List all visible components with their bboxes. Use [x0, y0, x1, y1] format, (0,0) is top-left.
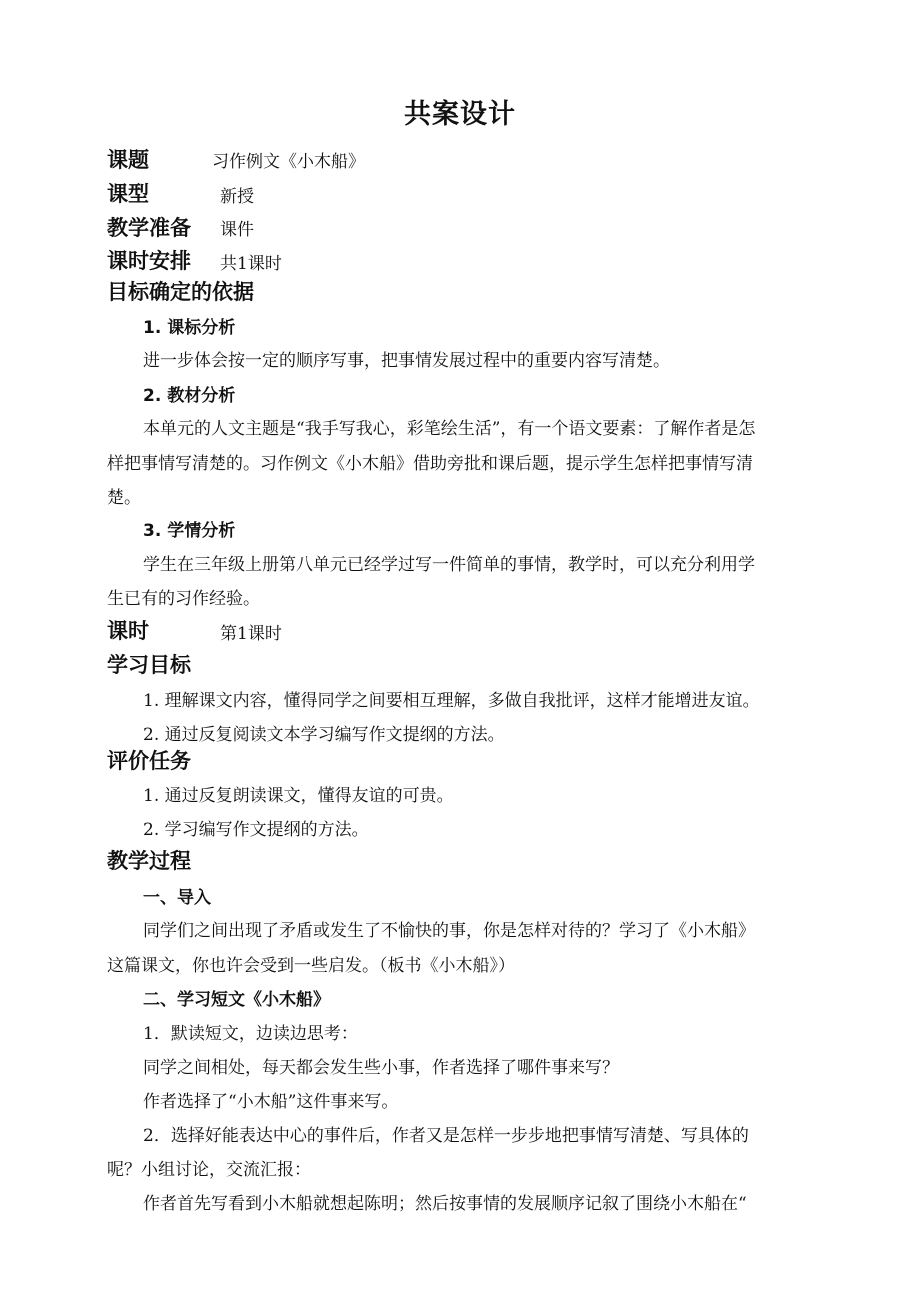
basis-text-3-line-2: 生已有的习作经验。: [107, 589, 260, 609]
basis-text-3-line-1: 学生在三年级上册第八单元已经学过写一件简单的事情，教学时，可以充分利用学: [143, 555, 755, 575]
topic-label: 课题: [107, 148, 149, 172]
basis-subheading-1: 1. 课标分析: [143, 318, 236, 338]
goals-heading: 学习目标: [107, 653, 191, 677]
goal-item-1: 1. 理解课文内容，懂得同学之间要相互理解，多做自我批评，这样才能增进友谊。: [143, 691, 760, 711]
page-title: 共案设计: [404, 99, 516, 130]
schedule-label: 课时安排: [107, 249, 191, 273]
process-step-2-line-3: 作者选择了“小木船”这件事来写。: [143, 1092, 399, 1112]
process-step-2-line-4: 2．选择好能表达中心的事件后，作者又是怎样一步步地把事情写清楚、写具体的: [143, 1126, 749, 1146]
eval-item-2: 2. 学习编写作文提纲的方法。: [143, 820, 369, 840]
process-step-2-line-1: 1．默读短文，边读边思考：: [143, 1024, 358, 1044]
process-step-2-title: 二、学习短文《小木船》: [143, 990, 330, 1010]
process-step-2-line-2: 同学之间相处，每天都会发生些小事，作者选择了哪件事来写？: [143, 1058, 619, 1078]
type-label: 课型: [107, 182, 149, 206]
prep-label: 教学准备: [107, 216, 191, 240]
process-heading: 教学过程: [107, 849, 191, 873]
schedule-value: 共1课时: [220, 254, 282, 274]
basis-text-1: 进一步体会按一定的顺序写事，把事情发展过程中的重要内容写清楚。: [143, 351, 670, 371]
basis-text-2-line-2: 样把事情写清楚的。习作例文《小木船》借助旁批和课后题，提示学生怎样把事情写清: [107, 454, 753, 474]
lesson-label: 课时: [107, 619, 149, 643]
topic-value: 习作例文《小木船》: [212, 152, 365, 172]
prep-value: 课件: [220, 220, 254, 240]
process-step-1-line-2: 这篇课文，你也许会受到一些启发。（板书《小木船》）: [107, 956, 515, 976]
basis-text-2-line-3: 楚。: [107, 488, 141, 508]
lesson-value: 第1课时: [220, 624, 282, 644]
process-step-2-line-5: 呢？小组讨论，交流汇报：: [107, 1160, 311, 1180]
eval-heading: 评价任务: [107, 749, 191, 773]
basis-heading: 目标确定的依据: [107, 280, 254, 304]
process-step-1-line-1: 同学们之间出现了矛盾或发生了不愉快的事，你是怎样对待的？学习了《小木船》: [143, 921, 755, 941]
type-value: 新授: [220, 187, 254, 207]
process-step-2-line-6: 作者首先写看到小木船就想起陈明；然后按事情的发展顺序记叙了围绕小木船在“: [143, 1194, 747, 1214]
basis-subheading-2: 2. 教材分析: [143, 386, 236, 406]
basis-text-2-line-1: 本单元的人文主题是“我手写我心，彩笔绘生活”，有一个语文要素：了解作者是怎: [143, 419, 756, 439]
goal-item-2: 2. 通过反复阅读文本学习编写作文提纲的方法。: [143, 725, 505, 745]
eval-item-1: 1. 通过反复朗读课文，懂得友谊的可贵。: [143, 786, 454, 806]
basis-subheading-3: 3. 学情分析: [143, 521, 236, 541]
process-step-1-title: 一、导入: [143, 888, 211, 908]
